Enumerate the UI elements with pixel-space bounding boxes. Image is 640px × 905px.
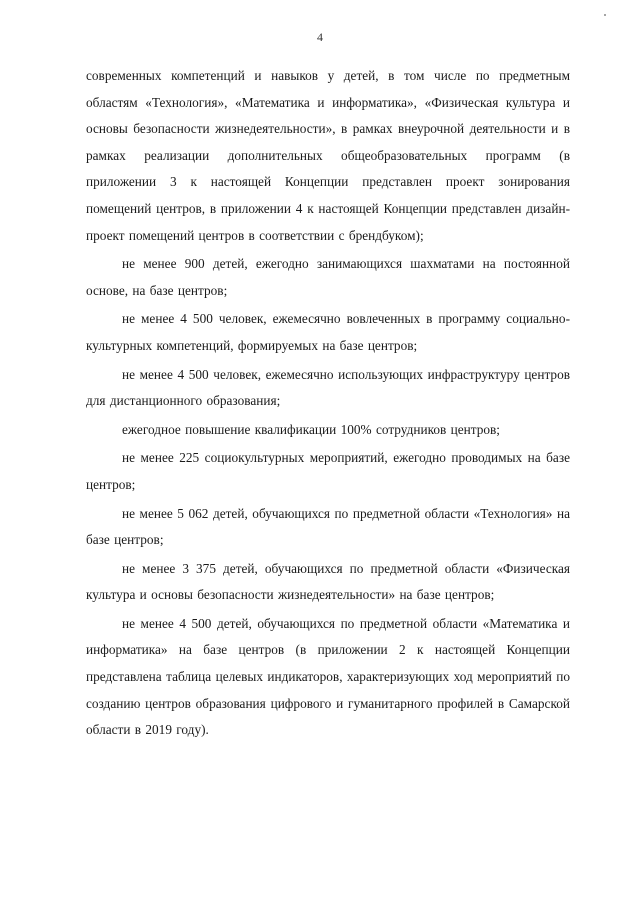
paragraph-technology: не менее 5 062 детей, обучающихся по предметной области «Технология» на базе центров; — [86, 505, 570, 548]
scan-speck — [604, 14, 606, 16]
paragraph-mathematics: не менее 4 500 детей, обучающихся по предметной области «Математика и информатика» на базе центров (в приложении 2 к настоящей Концепции представлена таблица целевых индикаторов, характеризующих ход мероприятий по созданию центров образования цифрового и гуманитарного профилей в Самарской области в 2019 году). — [86, 615, 570, 738]
page-number: 4 — [317, 30, 323, 44]
paragraph-chess: не менее 900 детей, ежегодно занимающихся шахматами на постоянной основе, на базе центров; — [86, 256, 570, 298]
paragraph-sociocultural-program: не менее 4 500 человек, ежемесячно вовлеченных в программу социально-культурных компетенций, формируемых на базе центров; — [86, 311, 570, 353]
paragraph-continuation: современных компетенций и навыков у детей, в том числе по предметным областям «Технология», «Математика и информатика», «Физическая культура и основы безопасности жизнедеятельности», в рамках внеурочной деятельности и в рамках реализации дополнительных общеобразовательных программ (в приложении 3 к настоящей Концепции представлен проект зонирования помещений центров, в приложении 4 к настоящей Концепции представлен дизайн-проект помещений центров в соответствии с брендбуком); — [86, 68, 570, 243]
document-body — [86, 63, 570, 744]
paragraph-sociocultural-events: не менее 225 социокультурных мероприятий, ежегодно проводимых на базе центров; — [86, 450, 570, 492]
paragraph-distance-education: не менее 4 500 человек, ежемесячно использующих инфраструктуру центров для дистанционного образования; — [86, 366, 570, 409]
paragraph-qualification: ежегодное повышение квалификации 100% сотрудников центров; — [122, 421, 500, 437]
paragraph-physical-culture: не менее 3 375 детей, обучающихся по предметной области «Физическая культура и основы безопасности жизнедеятельности» на базе центров; — [86, 560, 570, 603]
